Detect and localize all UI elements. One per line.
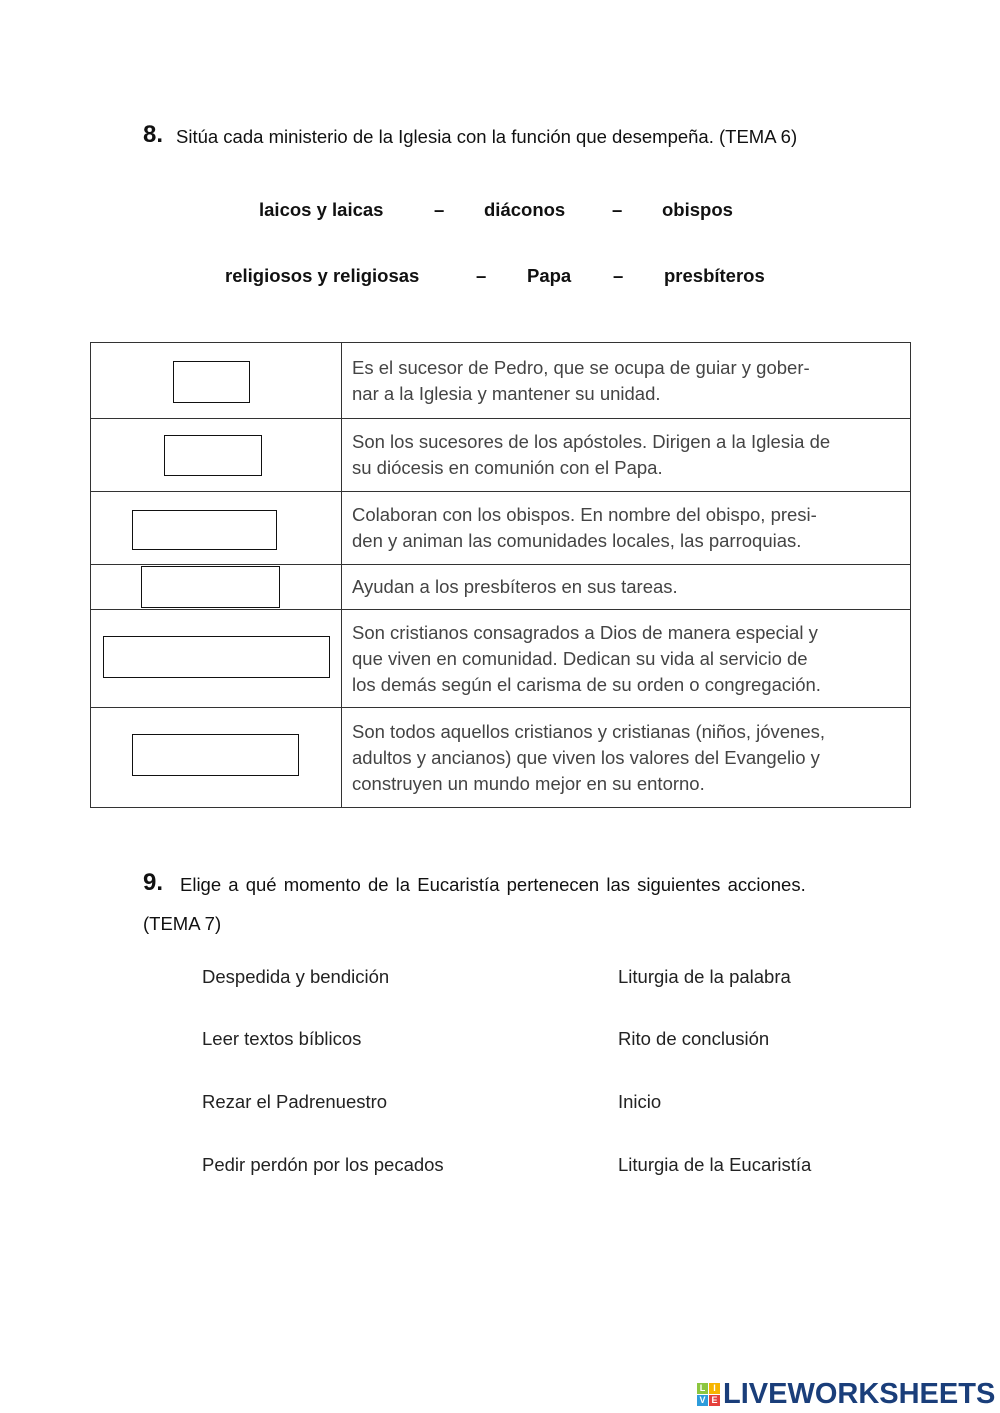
logo-text: LIVEWORKSHEETS	[723, 1378, 996, 1410]
description-line: construyen un mundo mejor en su entorno.	[352, 772, 705, 794]
description-line: Son los sucesores de los apóstoles. Dirigen a la Iglesia de	[352, 431, 831, 452]
answer-input[interactable]	[164, 435, 262, 476]
moment-item[interactable]: Rito de conclusión	[618, 1028, 770, 1049]
word-papa: Papa	[527, 265, 572, 286]
word-dash: –	[476, 265, 487, 286]
action-item[interactable]: Rezar el Padrenuestro	[202, 1091, 388, 1112]
moment-item[interactable]: Liturgia de la palabra	[618, 966, 791, 987]
word-diaconos: diáconos	[484, 199, 566, 220]
live-badge-icon: L I V E	[697, 1383, 720, 1406]
table-row	[91, 708, 911, 808]
description-line: nar a la Iglesia y mantener su unidad.	[352, 382, 661, 404]
description-line: Es el sucesor de Pedro, que se ocupa de guiar y gober-	[352, 356, 810, 378]
ministries-table	[90, 342, 911, 808]
table-row	[91, 343, 911, 419]
question-9-number: 9.	[143, 869, 164, 896]
description-line: Son todos aquellos cristianos y cristianas (niños, jóvenes,	[352, 720, 826, 742]
word-dash: –	[434, 199, 445, 220]
question-9-text: Elige a qué momento de la Eucaristía pertenecen las siguientes acciones.	[180, 874, 806, 895]
action-item[interactable]: Despedida y bendición	[202, 966, 390, 987]
question-8-text: Sitúa cada ministerio de la Iglesia con la función que desempeña. (TEMA 6)	[176, 126, 798, 147]
table-row	[91, 419, 911, 492]
answer-input[interactable]	[141, 566, 280, 608]
word-dash: –	[613, 265, 624, 286]
description-line: Ayudan a los presbíteros en sus tareas.	[352, 576, 678, 597]
answer-input[interactable]	[132, 734, 299, 776]
moment-item[interactable]: Liturgia de la Eucaristía	[618, 1154, 812, 1175]
table-row	[91, 610, 911, 708]
description-line: los demás según el carisma de su orden o congregación.	[352, 673, 821, 695]
description-line: den y animan las comunidades locales, las parroquias.	[352, 530, 802, 551]
word-obispos: obispos	[662, 199, 733, 220]
answer-input[interactable]	[103, 636, 330, 678]
table-row	[91, 565, 911, 610]
word-dash: –	[612, 199, 623, 220]
moment-item[interactable]: Inicio	[618, 1091, 662, 1112]
liveworksheets-logo	[697, 1378, 995, 1411]
table-row	[91, 492, 911, 565]
action-item[interactable]: Pedir perdón por los pecados	[202, 1154, 444, 1175]
description-line: su diócesis en comunión con el Papa.	[352, 457, 663, 478]
word-presbiteros: presbíteros	[664, 265, 765, 286]
description-line: adultos y ancianos) que viven los valores del Evangelio y	[352, 746, 820, 768]
description-line: Son cristianos consagrados a Dios de manera especial y	[352, 621, 818, 643]
question-8-number: 8.	[143, 121, 164, 148]
answer-input[interactable]	[132, 510, 277, 550]
description-line: que viven en comunidad. Dedican su vida al servicio de	[352, 647, 808, 669]
word-laicos: laicos y laicas	[259, 199, 384, 220]
word-religiosos: religiosos y religiosas	[225, 265, 420, 286]
question-9-tema: (TEMA 7)	[143, 913, 222, 934]
action-item[interactable]: Leer textos bíblicos	[202, 1028, 362, 1049]
description-line: Colaboran con los obispos. En nombre del obispo, presi-	[352, 504, 817, 525]
answer-input[interactable]	[173, 361, 250, 403]
